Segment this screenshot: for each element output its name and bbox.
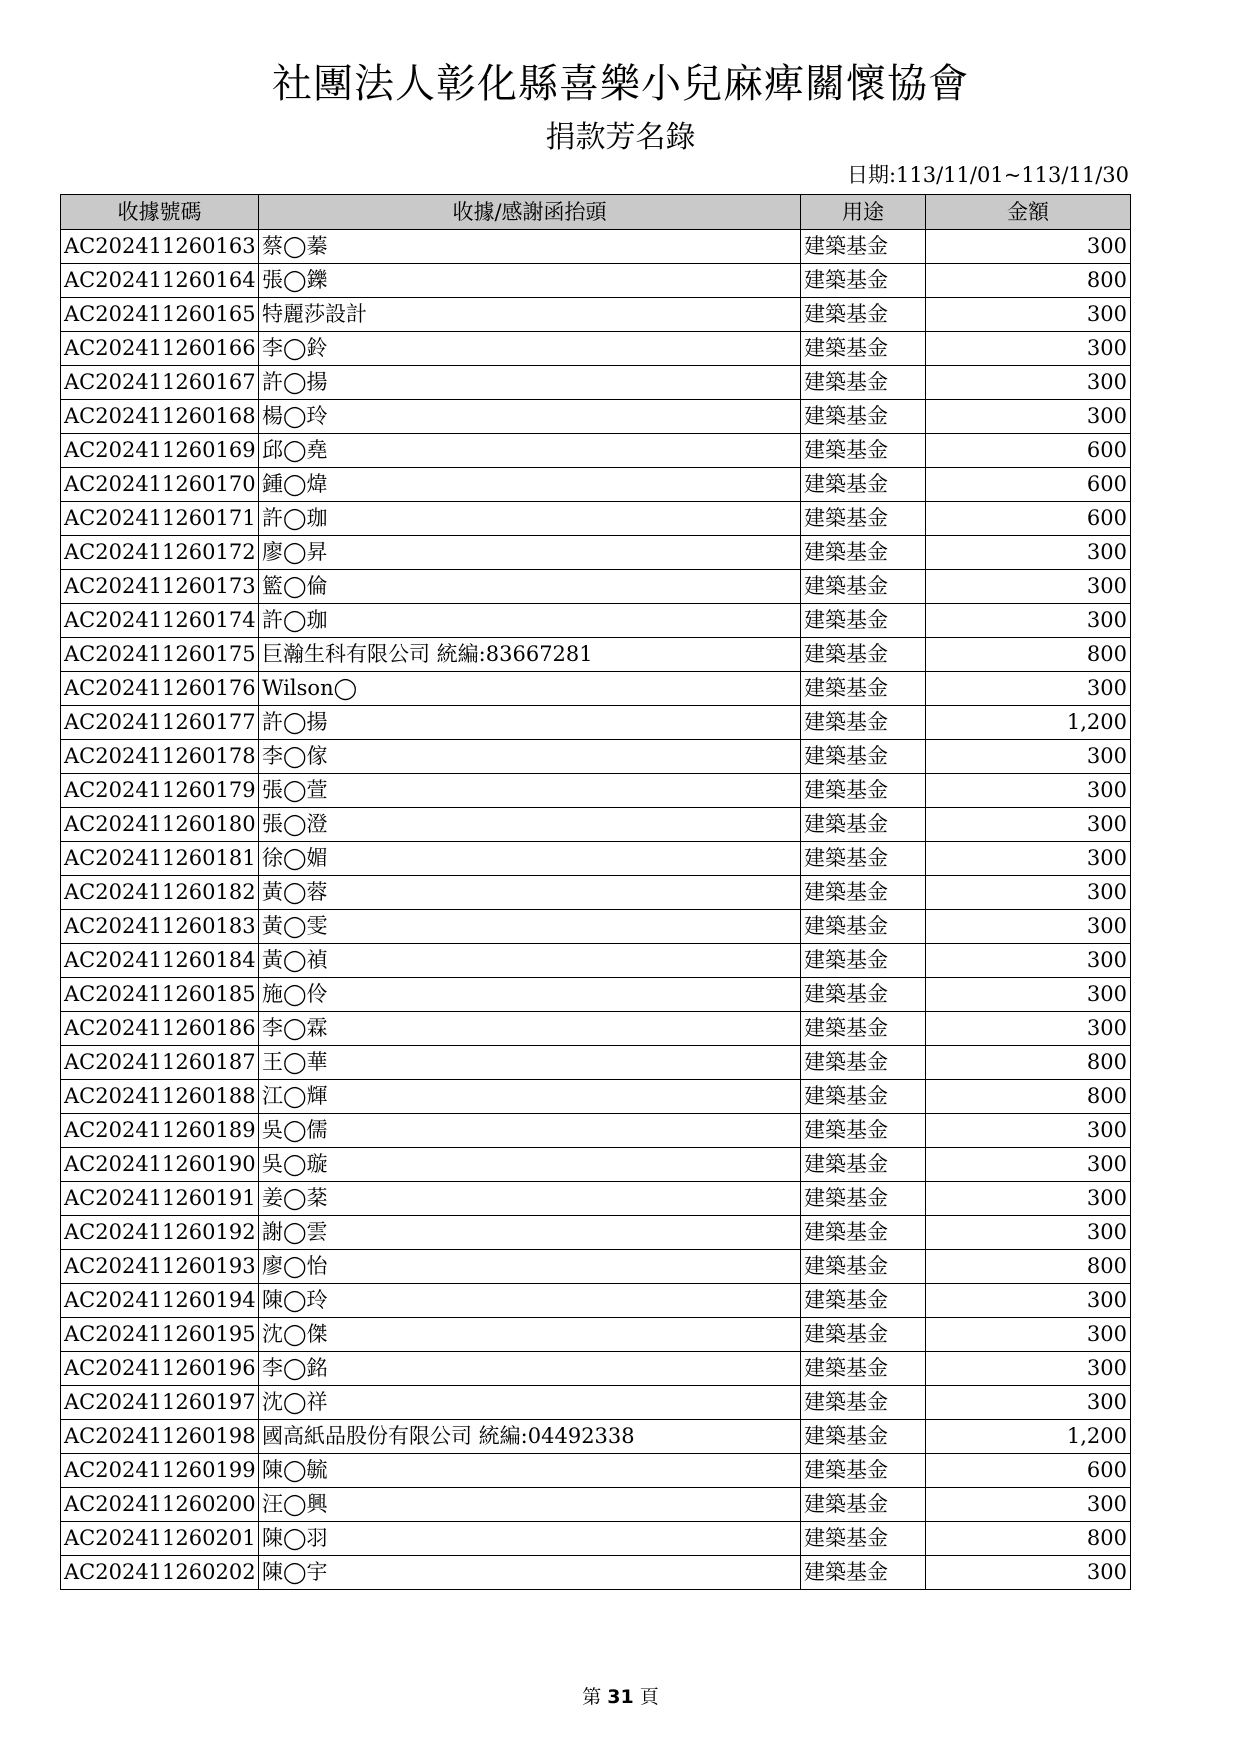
table-row bbox=[61, 1148, 1131, 1182]
receipt-number-cell: AC202411260185 bbox=[61, 978, 259, 1012]
amount-cell: 300 bbox=[926, 1556, 1131, 1590]
receipt-number-cell: AC202411260182 bbox=[61, 876, 259, 910]
table-row bbox=[61, 1114, 1131, 1148]
purpose-cell: 建築基金 bbox=[801, 1284, 926, 1318]
amount-cell: 300 bbox=[926, 910, 1131, 944]
amount-cell: 300 bbox=[926, 1488, 1131, 1522]
receipt-number-cell: AC202411260166 bbox=[61, 332, 259, 366]
receipt-title-cell: 沈◯傑 bbox=[259, 1318, 801, 1352]
receipt-title-cell: 施◯伶 bbox=[259, 978, 801, 1012]
receipt-title-cell: 邱◯堯 bbox=[259, 434, 801, 468]
purpose-cell: 建築基金 bbox=[801, 1250, 926, 1284]
purpose-cell: 建築基金 bbox=[801, 1080, 926, 1114]
receipt-number-cell: AC202411260184 bbox=[61, 944, 259, 978]
table-row bbox=[61, 434, 1131, 468]
table-row bbox=[61, 468, 1131, 502]
purpose-cell: 建築基金 bbox=[801, 468, 926, 502]
purpose-cell: 建築基金 bbox=[801, 1182, 926, 1216]
table-row bbox=[61, 1080, 1131, 1114]
receipt-title-cell: 籃◯倫 bbox=[259, 570, 801, 604]
purpose-cell: 建築基金 bbox=[801, 1148, 926, 1182]
purpose-cell: 建築基金 bbox=[801, 808, 926, 842]
receipt-title-cell: 蔡◯蓁 bbox=[259, 230, 801, 264]
purpose-cell: 建築基金 bbox=[801, 1046, 926, 1080]
purpose-cell: 建築基金 bbox=[801, 1386, 926, 1420]
table-row bbox=[61, 774, 1131, 808]
purpose-cell: 建築基金 bbox=[801, 366, 926, 400]
purpose-cell: 建築基金 bbox=[801, 570, 926, 604]
receipt-number-cell: AC202411260175 bbox=[61, 638, 259, 672]
amount-cell: 300 bbox=[926, 604, 1131, 638]
receipt-title-cell: 吳◯璇 bbox=[259, 1148, 801, 1182]
receipt-number-cell: AC202411260193 bbox=[61, 1250, 259, 1284]
receipt-title-cell: 吳◯儒 bbox=[259, 1114, 801, 1148]
purpose-cell: 建築基金 bbox=[801, 638, 926, 672]
amount-cell: 300 bbox=[926, 570, 1131, 604]
receipt-title-cell: 許◯揚 bbox=[259, 366, 801, 400]
table-row bbox=[61, 1522, 1131, 1556]
table-row bbox=[61, 1556, 1131, 1590]
table-body bbox=[61, 230, 1131, 1590]
column-header-receipt-number: 收據號碼 bbox=[61, 195, 259, 230]
footer-prefix: 第 bbox=[582, 1686, 602, 1708]
receipt-title-cell: 黃◯禎 bbox=[259, 944, 801, 978]
amount-cell: 300 bbox=[926, 1114, 1131, 1148]
receipt-number-cell: AC202411260186 bbox=[61, 1012, 259, 1046]
document-title: 社團法人彰化縣喜樂小兒麻痺關懷協會 bbox=[272, 61, 969, 107]
table-row bbox=[61, 1250, 1131, 1284]
receipt-number-cell: AC202411260192 bbox=[61, 1216, 259, 1250]
purpose-cell: 建築基金 bbox=[801, 1114, 926, 1148]
table-row bbox=[61, 1046, 1131, 1080]
receipt-title-cell: 黃◯雯 bbox=[259, 910, 801, 944]
table-row bbox=[61, 672, 1131, 706]
receipt-number-cell: AC202411260183 bbox=[61, 910, 259, 944]
amount-cell: 300 bbox=[926, 1182, 1131, 1216]
purpose-cell: 建築基金 bbox=[801, 672, 926, 706]
amount-cell: 600 bbox=[926, 468, 1131, 502]
table-row bbox=[61, 1012, 1131, 1046]
amount-cell: 800 bbox=[926, 1046, 1131, 1080]
purpose-cell: 建築基金 bbox=[801, 978, 926, 1012]
receipt-title-cell: 張◯鑠 bbox=[259, 264, 801, 298]
table-row bbox=[61, 876, 1131, 910]
purpose-cell: 建築基金 bbox=[801, 706, 926, 740]
purpose-cell: 建築基金 bbox=[801, 876, 926, 910]
amount-cell: 600 bbox=[926, 434, 1131, 468]
receipt-title-cell: 謝◯雲 bbox=[259, 1216, 801, 1250]
receipt-title-cell: 許◯珈 bbox=[259, 604, 801, 638]
amount-cell: 800 bbox=[926, 1250, 1131, 1284]
receipt-number-cell: AC202411260199 bbox=[61, 1454, 259, 1488]
receipt-number-cell: AC202411260170 bbox=[61, 468, 259, 502]
table-row bbox=[61, 842, 1131, 876]
receipt-number-cell: AC202411260180 bbox=[61, 808, 259, 842]
table-row bbox=[61, 638, 1131, 672]
receipt-title-cell: 特麗莎設計 bbox=[259, 298, 801, 332]
amount-cell: 300 bbox=[926, 332, 1131, 366]
table-row bbox=[61, 604, 1131, 638]
table-row bbox=[61, 740, 1131, 774]
receipt-title-cell: 陳◯玲 bbox=[259, 1284, 801, 1318]
purpose-cell: 建築基金 bbox=[801, 536, 926, 570]
receipt-title-cell: 楊◯玲 bbox=[259, 400, 801, 434]
receipt-number-cell: AC202411260187 bbox=[61, 1046, 259, 1080]
receipt-number-cell: AC202411260179 bbox=[61, 774, 259, 808]
purpose-cell: 建築基金 bbox=[801, 1420, 926, 1454]
footer-suffix: 頁 bbox=[639, 1686, 659, 1708]
receipt-number-cell: AC202411260167 bbox=[61, 366, 259, 400]
receipt-number-cell: AC202411260195 bbox=[61, 1318, 259, 1352]
donor-table bbox=[60, 194, 1131, 1590]
purpose-cell: 建築基金 bbox=[801, 1318, 926, 1352]
receipt-title-cell: 許◯揚 bbox=[259, 706, 801, 740]
table-row bbox=[61, 536, 1131, 570]
amount-cell: 300 bbox=[926, 842, 1131, 876]
receipt-number-cell: AC202411260189 bbox=[61, 1114, 259, 1148]
receipt-title-cell: 王◯華 bbox=[259, 1046, 801, 1080]
receipt-number-cell: AC202411260163 bbox=[61, 230, 259, 264]
column-header-amount: 金額 bbox=[926, 195, 1131, 230]
receipt-number-cell: AC202411260164 bbox=[61, 264, 259, 298]
receipt-number-cell: AC202411260173 bbox=[61, 570, 259, 604]
receipt-title-cell: 張◯萱 bbox=[259, 774, 801, 808]
receipt-title-cell: 陳◯毓 bbox=[259, 1454, 801, 1488]
amount-cell: 300 bbox=[926, 774, 1131, 808]
page-number: 31 bbox=[607, 1686, 634, 1708]
amount-cell: 300 bbox=[926, 230, 1131, 264]
purpose-cell: 建築基金 bbox=[801, 1488, 926, 1522]
amount-cell: 300 bbox=[926, 1012, 1131, 1046]
receipt-title-cell: 廖◯昇 bbox=[259, 536, 801, 570]
purpose-cell: 建築基金 bbox=[801, 1522, 926, 1556]
purpose-cell: 建築基金 bbox=[801, 434, 926, 468]
table-row bbox=[61, 1454, 1131, 1488]
table-row bbox=[61, 978, 1131, 1012]
amount-cell: 1,200 bbox=[926, 1420, 1131, 1454]
table-row bbox=[61, 570, 1131, 604]
table-row bbox=[61, 1216, 1131, 1250]
receipt-title-cell: 沈◯祥 bbox=[259, 1386, 801, 1420]
receipt-number-cell: AC202411260194 bbox=[61, 1284, 259, 1318]
receipt-title-cell: 江◯輝 bbox=[259, 1080, 801, 1114]
purpose-cell: 建築基金 bbox=[801, 1216, 926, 1250]
receipt-number-cell: AC202411260188 bbox=[61, 1080, 259, 1114]
table-row bbox=[61, 230, 1131, 264]
table-row bbox=[61, 1488, 1131, 1522]
purpose-cell: 建築基金 bbox=[801, 1454, 926, 1488]
table-row bbox=[61, 400, 1131, 434]
purpose-cell: 建築基金 bbox=[801, 502, 926, 536]
purpose-cell: 建築基金 bbox=[801, 604, 926, 638]
receipt-number-cell: AC202411260174 bbox=[61, 604, 259, 638]
purpose-cell: 建築基金 bbox=[801, 1352, 926, 1386]
purpose-cell: 建築基金 bbox=[801, 1012, 926, 1046]
purpose-cell: 建築基金 bbox=[801, 910, 926, 944]
table-row bbox=[61, 706, 1131, 740]
receipt-title-cell: 鍾◯煒 bbox=[259, 468, 801, 502]
receipt-number-cell: AC202411260202 bbox=[61, 1556, 259, 1590]
purpose-cell: 建築基金 bbox=[801, 400, 926, 434]
receipt-title-cell: 李◯鈴 bbox=[259, 332, 801, 366]
receipt-number-cell: AC202411260169 bbox=[61, 434, 259, 468]
page-footer bbox=[0, 1682, 1241, 1709]
purpose-cell: 建築基金 bbox=[801, 842, 926, 876]
receipt-title-cell: 徐◯媚 bbox=[259, 842, 801, 876]
receipt-number-cell: AC202411260197 bbox=[61, 1386, 259, 1420]
amount-cell: 300 bbox=[926, 536, 1131, 570]
receipt-number-cell: AC202411260168 bbox=[61, 400, 259, 434]
amount-cell: 300 bbox=[926, 1352, 1131, 1386]
receipt-number-cell: AC202411260176 bbox=[61, 672, 259, 706]
document-subtitle: 捐款芳名錄 bbox=[545, 120, 696, 155]
table-row bbox=[61, 910, 1131, 944]
receipt-title-cell: Wilson◯ bbox=[259, 672, 801, 706]
receipt-title-cell: 黃◯蓉 bbox=[259, 876, 801, 910]
receipt-title-cell: 姜◯棻 bbox=[259, 1182, 801, 1216]
table-row bbox=[61, 502, 1131, 536]
amount-cell: 300 bbox=[926, 1284, 1131, 1318]
table-row bbox=[61, 808, 1131, 842]
receipt-number-cell: AC202411260196 bbox=[61, 1352, 259, 1386]
receipt-title-cell: 李◯霖 bbox=[259, 1012, 801, 1046]
receipt-number-cell: AC202411260190 bbox=[61, 1148, 259, 1182]
amount-cell: 300 bbox=[926, 808, 1131, 842]
amount-cell: 300 bbox=[926, 740, 1131, 774]
receipt-title-cell: 李◯傢 bbox=[259, 740, 801, 774]
table-row bbox=[61, 1352, 1131, 1386]
date-range: 日期:113/11/01~113/11/30 bbox=[846, 163, 1129, 187]
amount-cell: 300 bbox=[926, 1386, 1131, 1420]
amount-cell: 300 bbox=[926, 298, 1131, 332]
table-row bbox=[61, 1386, 1131, 1420]
receipt-title-cell: 陳◯羽 bbox=[259, 1522, 801, 1556]
receipt-title-cell: 廖◯怡 bbox=[259, 1250, 801, 1284]
receipt-number-cell: AC202411260191 bbox=[61, 1182, 259, 1216]
receipt-number-cell: AC202411260178 bbox=[61, 740, 259, 774]
receipt-number-cell: AC202411260171 bbox=[61, 502, 259, 536]
column-header-purpose: 用途 bbox=[801, 195, 926, 230]
column-header-receipt-title: 收據/感謝函抬頭 bbox=[259, 195, 801, 230]
table-row bbox=[61, 1182, 1131, 1216]
purpose-cell: 建築基金 bbox=[801, 230, 926, 264]
purpose-cell: 建築基金 bbox=[801, 774, 926, 808]
amount-cell: 800 bbox=[926, 1522, 1131, 1556]
receipt-number-cell: AC202411260198 bbox=[61, 1420, 259, 1454]
table-row bbox=[61, 264, 1131, 298]
amount-cell: 600 bbox=[926, 1454, 1131, 1488]
amount-cell: 1,200 bbox=[926, 706, 1131, 740]
receipt-title-cell: 巨瀚生科有限公司 統編:83667281 bbox=[259, 638, 801, 672]
amount-cell: 600 bbox=[926, 502, 1131, 536]
amount-cell: 800 bbox=[926, 264, 1131, 298]
receipt-number-cell: AC202411260201 bbox=[61, 1522, 259, 1556]
receipt-title-cell: 陳◯宇 bbox=[259, 1556, 801, 1590]
receipt-number-cell: AC202411260172 bbox=[61, 536, 259, 570]
table-row bbox=[61, 298, 1131, 332]
amount-cell: 300 bbox=[926, 400, 1131, 434]
amount-cell: 300 bbox=[926, 978, 1131, 1012]
purpose-cell: 建築基金 bbox=[801, 1556, 926, 1590]
receipt-title-cell: 張◯澄 bbox=[259, 808, 801, 842]
receipt-number-cell: AC202411260165 bbox=[61, 298, 259, 332]
receipt-title-cell: 李◯銘 bbox=[259, 1352, 801, 1386]
purpose-cell: 建築基金 bbox=[801, 264, 926, 298]
amount-cell: 800 bbox=[926, 1080, 1131, 1114]
receipt-number-cell: AC202411260181 bbox=[61, 842, 259, 876]
table-row bbox=[61, 366, 1131, 400]
receipt-title-cell: 國高紙品股份有限公司 統編:04492338 bbox=[259, 1420, 801, 1454]
receipt-title-cell: 汪◯興 bbox=[259, 1488, 801, 1522]
purpose-cell: 建築基金 bbox=[801, 298, 926, 332]
table-header-row bbox=[61, 195, 1131, 230]
amount-cell: 300 bbox=[926, 876, 1131, 910]
table-row bbox=[61, 1318, 1131, 1352]
amount-cell: 300 bbox=[926, 944, 1131, 978]
amount-cell: 800 bbox=[926, 638, 1131, 672]
table-row bbox=[61, 332, 1131, 366]
purpose-cell: 建築基金 bbox=[801, 740, 926, 774]
amount-cell: 300 bbox=[926, 366, 1131, 400]
amount-cell: 300 bbox=[926, 672, 1131, 706]
purpose-cell: 建築基金 bbox=[801, 944, 926, 978]
purpose-cell: 建築基金 bbox=[801, 332, 926, 366]
receipt-number-cell: AC202411260177 bbox=[61, 706, 259, 740]
table-row bbox=[61, 1284, 1131, 1318]
table-row bbox=[61, 944, 1131, 978]
table-row bbox=[61, 1420, 1131, 1454]
receipt-title-cell: 許◯珈 bbox=[259, 502, 801, 536]
amount-cell: 300 bbox=[926, 1216, 1131, 1250]
receipt-number-cell: AC202411260200 bbox=[61, 1488, 259, 1522]
amount-cell: 300 bbox=[926, 1318, 1131, 1352]
amount-cell: 300 bbox=[926, 1148, 1131, 1182]
